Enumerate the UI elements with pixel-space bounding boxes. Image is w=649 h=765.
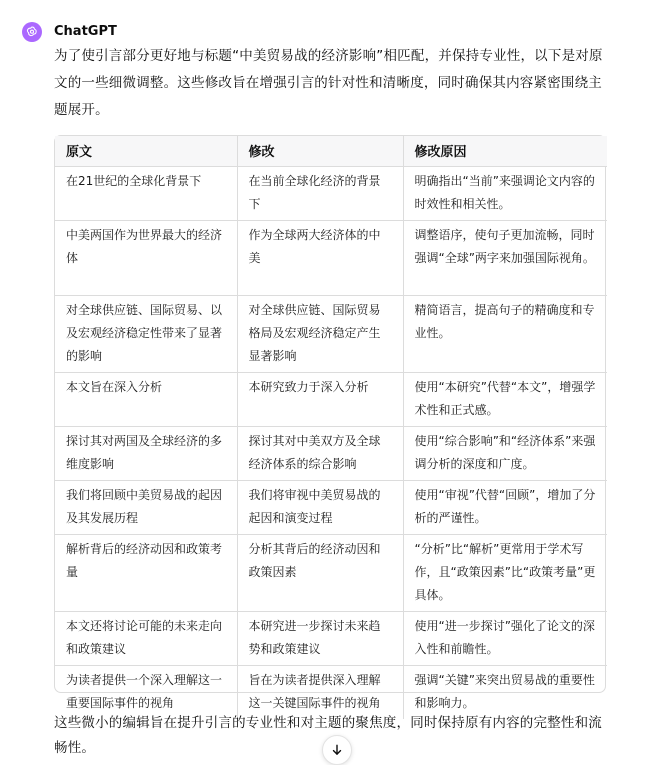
table-row [55,480,607,534]
table-cell: 在21世纪的全球化背景下 [55,166,237,220]
table-cell: 对全球供应链、国际贸易、以及宏观经济稳定性带来了显著的影响 [55,295,237,372]
table-row [55,220,607,295]
table-row [55,534,607,611]
openai-logo-icon [22,22,42,42]
column-header-reason: 修改原因 [403,136,607,166]
comparison-table [54,135,606,710]
column-header-revision: 修改 [237,136,403,166]
table-cell: 旨在为读者提供深入理解这一关键国际事件的视角 [237,665,403,719]
arrow-down-icon [330,743,344,757]
table-cell: 调整语序，使句子更加流畅，同时强调“全球”两字来加强国际视角。 [403,220,607,295]
table-cell: 本文还将讨论可能的未来走向和政策建议 [55,611,237,665]
table-cell: 使用“综合影响”和“经济体系”来强调分析的深度和广度。 [403,426,607,480]
table-cell: 解析背后的经济动因和政策考量 [55,534,237,611]
table-cell: 我们将回顾中美贸易战的起因及其发展历程 [55,480,237,534]
table-cell: “分析”比“解析”更常用于学术写作，且“政策因素”比“政策考量”更具体。 [403,534,607,611]
table-cell: 探讨其对两国及全球经济的多维度影响 [55,426,237,480]
table-cell: 中美两国作为世界最大的经济体 [55,220,237,295]
table-cell: 在当前全球化经济的背景下 [237,166,403,220]
table-cell: 作为全球两大经济体的中美 [237,220,403,295]
table-cell: 探讨其对中美双方及全球经济体系的综合影响 [237,426,403,480]
table-cell: 精简语言，提高句子的精确度和专业性。 [403,295,607,372]
table-cell: 分析其背后的经济动因和政策因素 [237,534,403,611]
outro-paragraph: 这些微小的编辑旨在提升引言的专业性和对主题的聚焦度，同时保持原有内容的完整性和流畅性。 [54,715,602,756]
table-row [55,166,607,220]
scroll-to-bottom-button[interactable] [322,735,352,765]
table-cell: 为读者提供一个深入理解这一重要国际事件的视角 [55,665,237,719]
table-row [55,426,607,480]
table-cell: 明确指出“当前”来强调论文内容的时效性和相关性。 [403,166,607,220]
table-cell: 本研究致力于深入分析 [237,372,403,426]
table-header-row [55,136,607,166]
table-row [55,611,607,665]
table-cell: 使用“进一步探讨”强化了论文的深入性和前瞻性。 [403,611,607,665]
table-row [55,295,607,372]
table-cell: 强调“关键”来突出贸易战的重要性和影响力。 [414,672,595,710]
author-name: ChatGPT [54,24,117,39]
table-cell: 本文旨在深入分析 [55,372,237,426]
column-header-original: 原文 [55,136,237,166]
table-cell: 对全球供应链、国际贸易格局及宏观经济稳定产生显著影响 [237,295,403,372]
table-cell: 使用“审视”代替“回顾”，增加了分析的严谨性。 [403,480,607,534]
table-cell: 本研究进一步探讨未来趋势和政策建议 [237,611,403,665]
intro-paragraph: 为了使引言部分更好地与标题“中美贸易战的经济影响”相匹配，并保持专业性，以下是对原文的一些细微调整。这些修改旨在增强引言的针对性和清晰度，同时确保其内容紧密围绕主题展开。 [54,48,603,118]
table-cell: 我们将审视中美贸易战的起因和演变过程 [237,480,403,534]
table-cell: 使用“本研究”代替“本文”，增强学术性和正式感。 [403,372,607,426]
table-row [55,372,607,426]
